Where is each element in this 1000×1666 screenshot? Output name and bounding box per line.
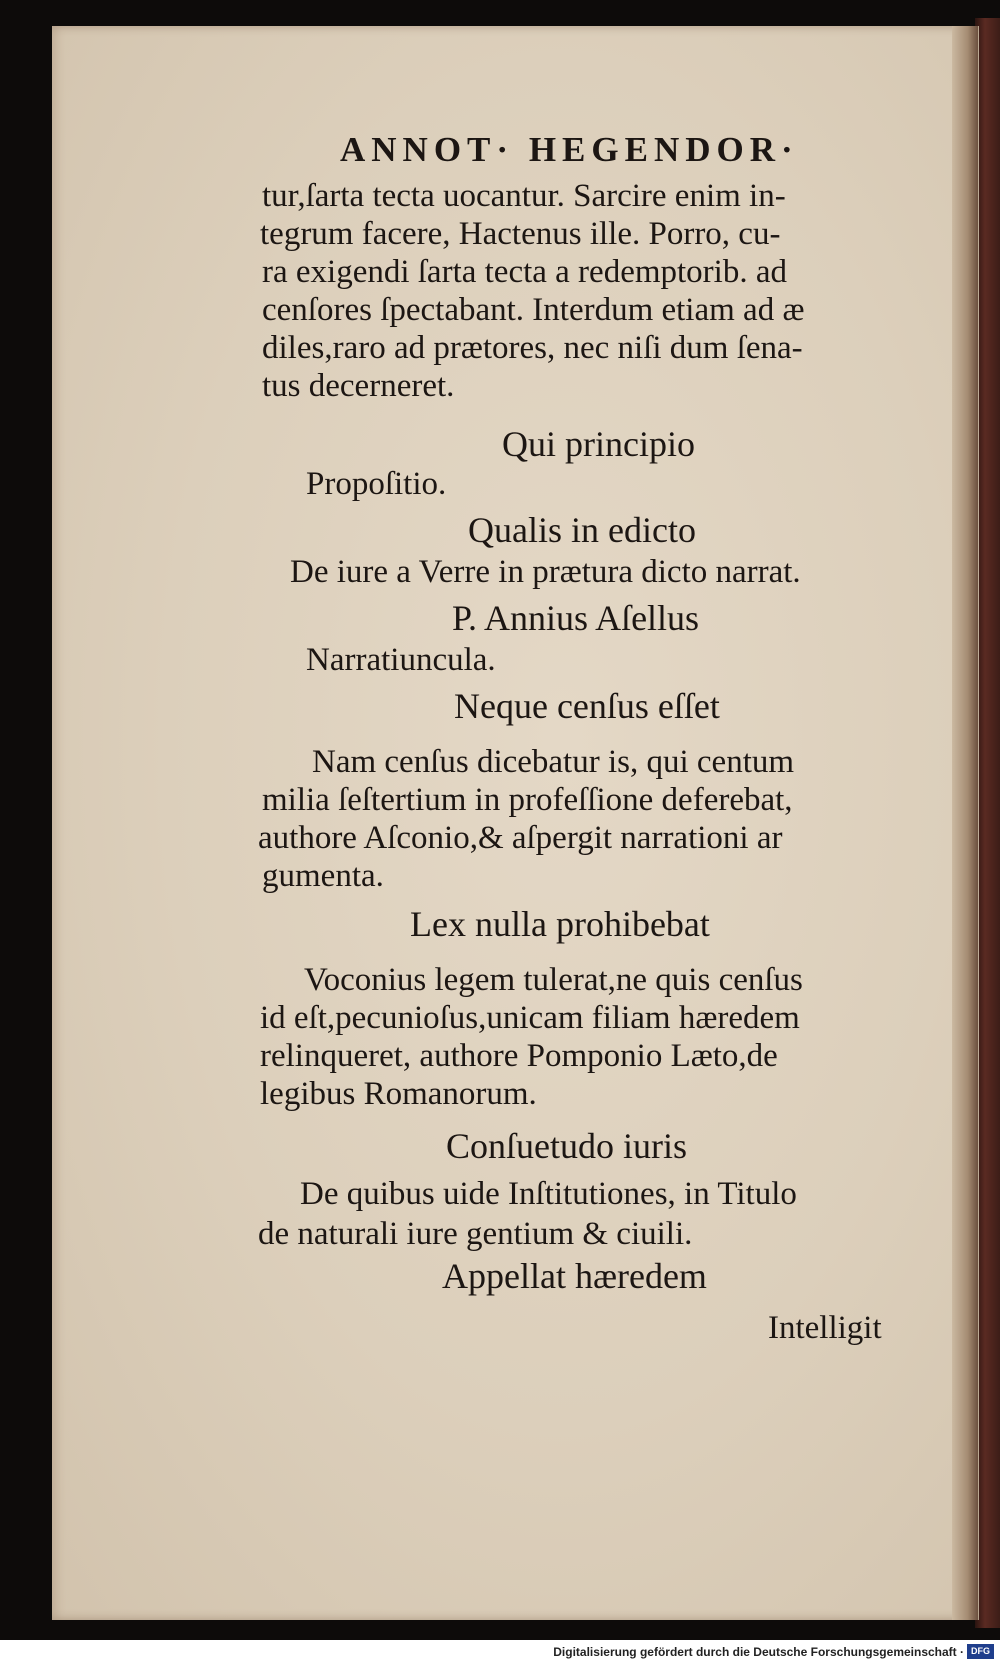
text-line-16: authore Aſconio,& aſpergit narrationi ar <box>258 820 783 856</box>
text-line-24: De quibus uide Inſtitutiones, in Titulo <box>300 1176 797 1212</box>
lemma-appellat-haeredem: Appellat hæredem <box>442 1256 707 1296</box>
text-line-19: Voconius legem tulerat,ne quis cenſus <box>304 962 803 998</box>
text-line-17: gumenta. <box>262 858 384 894</box>
gloss-de-iure: De iure a Verre in prætura dicto narrat. <box>290 554 801 590</box>
lemma-neque-census: Neque cenſus eſſet <box>454 686 720 726</box>
text-line-25: de naturali iure gentium & ciuili. <box>258 1216 693 1252</box>
text-line-6: tus decerneret. <box>262 368 455 404</box>
funding-credit: Digitalisierung gefördert durch die Deutsche Forschungsgemeinschaft · <box>553 1645 964 1659</box>
page-gutter <box>952 26 978 1620</box>
gloss-narratiuncula: Narratiuncula. <box>306 642 496 678</box>
lemma-consuetudo-iuris: Conſuetudo iuris <box>446 1126 687 1166</box>
catchword: Intelligit <box>768 1310 882 1346</box>
text-line-1: tur,ſarta tecta uocantur. Sarcire enim in- <box>262 178 786 214</box>
text-line-22: legibus Romanorum. <box>260 1076 537 1112</box>
dfg-logo-icon: DFG <box>967 1644 994 1659</box>
text-line-3: ra exigendi ſarta tecta a redemptorib. ad <box>262 254 787 290</box>
lemma-qui-principio: Qui principio <box>502 424 695 464</box>
lemma-qualis-in-edicto: Qualis in edicto <box>468 510 696 550</box>
text-line-14: Nam cenſus dicebatur is, qui centum <box>312 744 795 780</box>
running-header: ANNOT· HEGENDOR· <box>340 130 799 169</box>
text-line-4: cenſores ſpectabant. Interdum etiam ad æ <box>262 292 805 328</box>
gloss-propositio: Propoſitio. <box>306 466 447 502</box>
text-line-5: diles,raro ad prætores, nec niſi dum ſena- <box>262 330 803 366</box>
text-line-15: milia ſeſtertium in profeſſione deferebat, <box>262 782 793 818</box>
text-line-2: tegrum facere, Hactenus ille. Porro, cu- <box>260 216 781 252</box>
lemma-lex-nulla: Lex nulla prohibebat <box>410 904 710 944</box>
text-line-20: id eſt,pecunioſus,unicam filiam hæredem <box>260 1000 800 1036</box>
text-line-21: relinqueret, authore Pomponio Læto,de <box>260 1038 778 1074</box>
lemma-annius-asellus: P. Annius Aſellus <box>452 598 700 638</box>
footer-bar <box>0 1640 1000 1666</box>
